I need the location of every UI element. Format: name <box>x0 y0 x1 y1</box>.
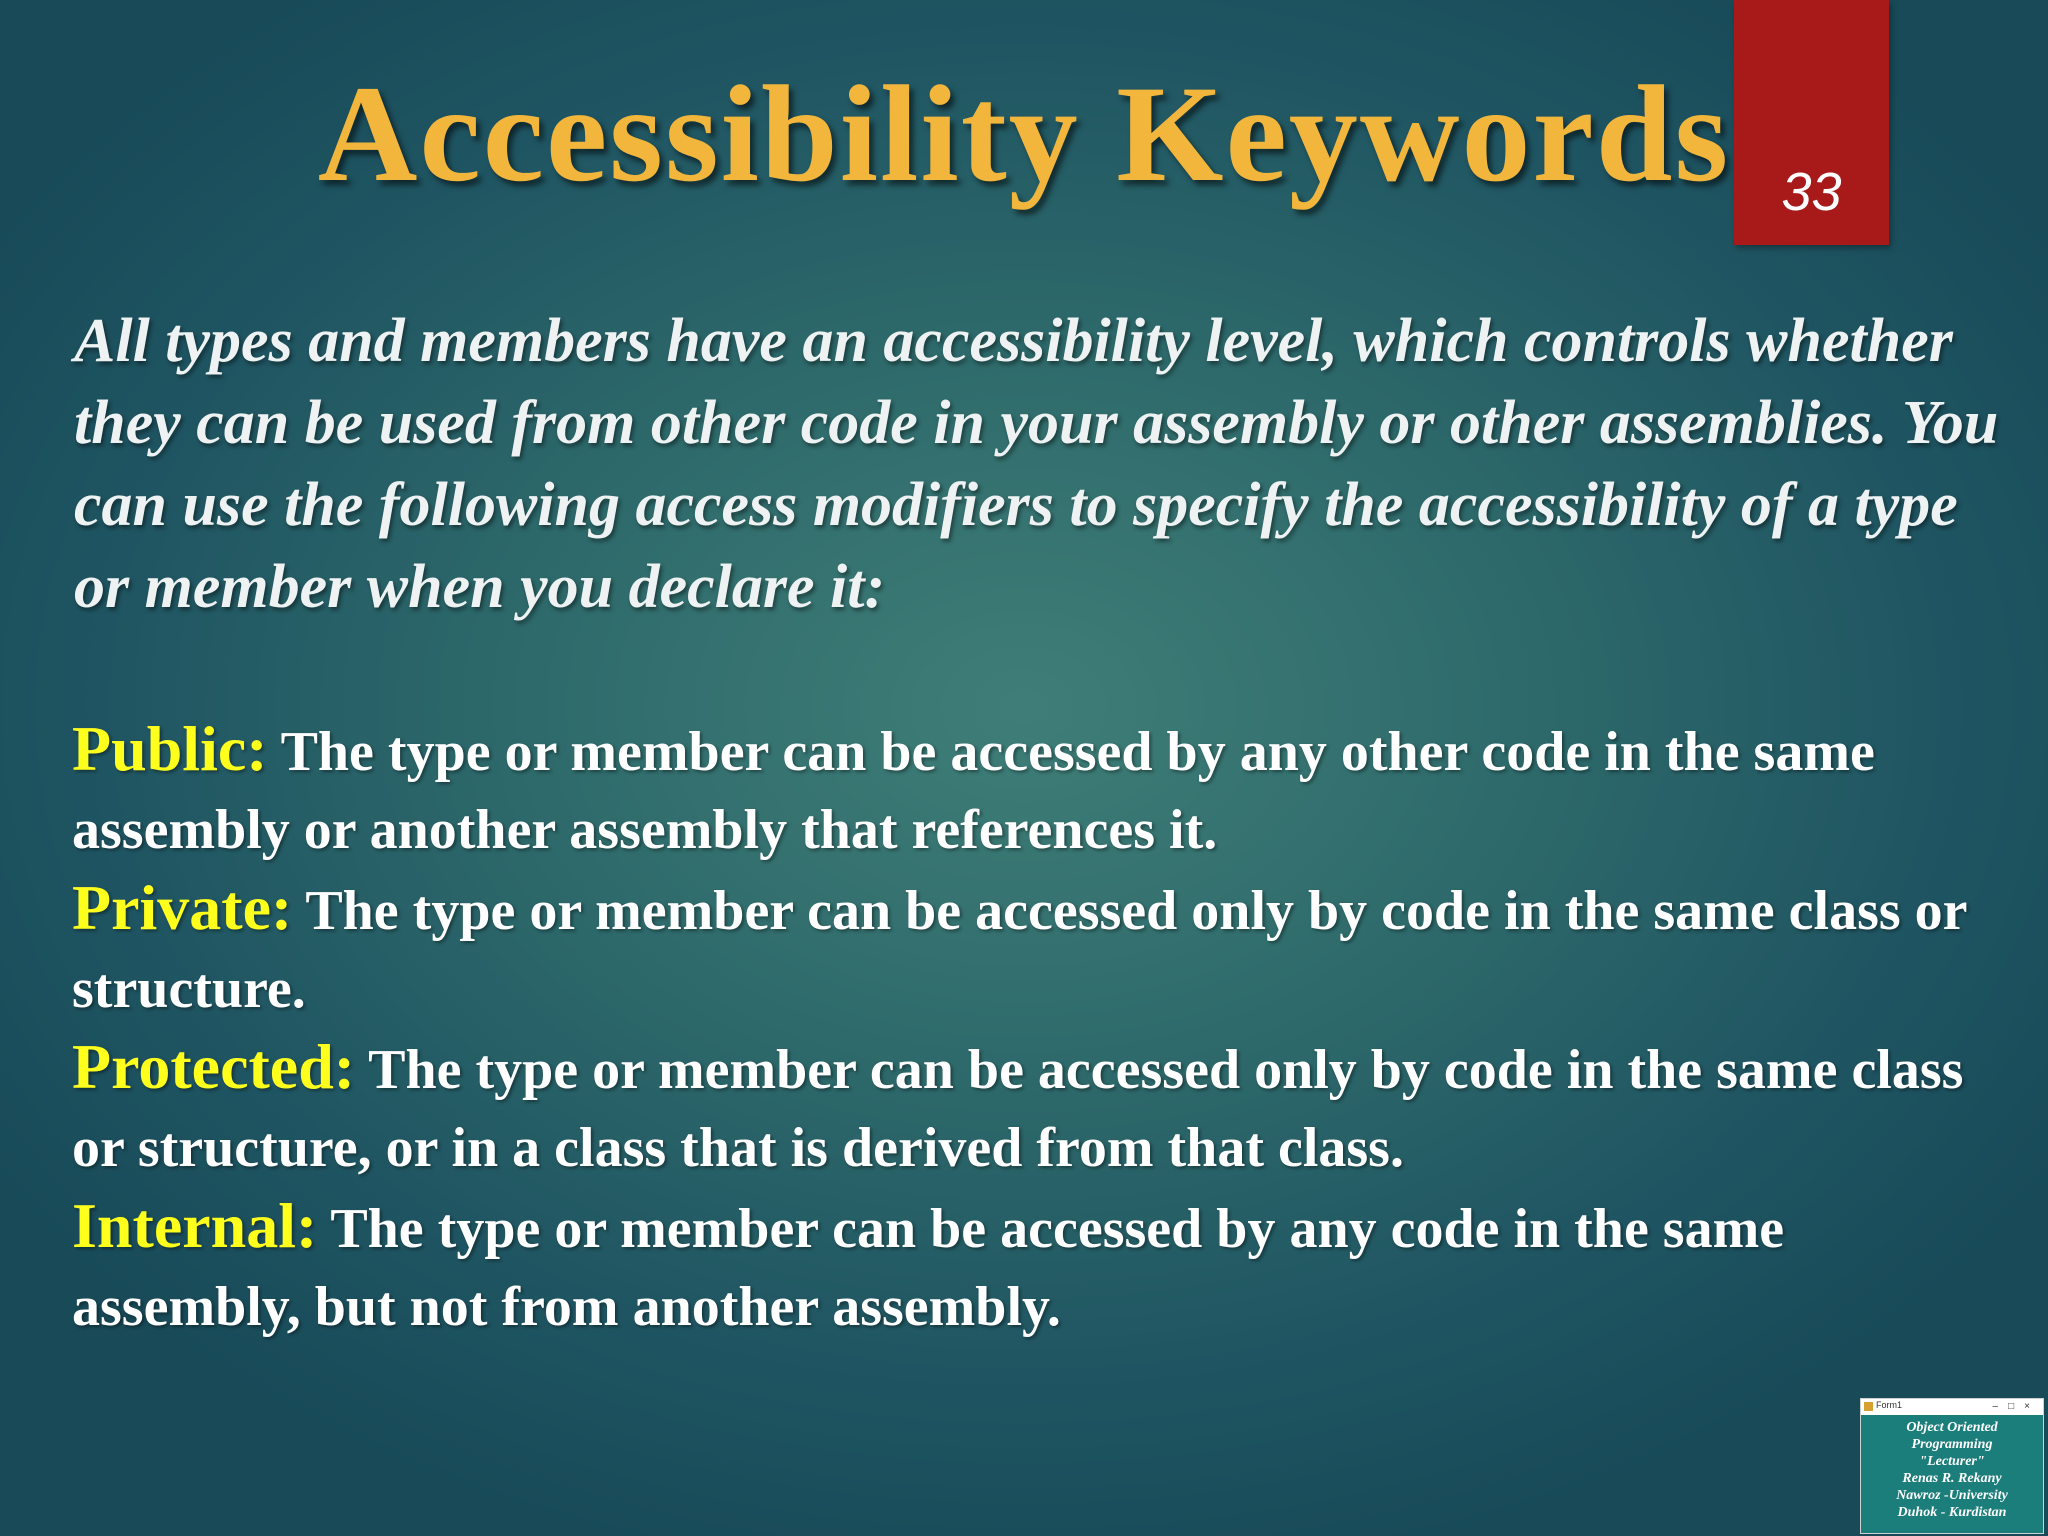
lecturer-badge <box>1860 1398 2044 1534</box>
modifier-term: Protected: <box>72 1031 356 1102</box>
badge-line: Duhok - Kurdistan <box>1897 1505 2007 1520</box>
badge-line: Renas R. Rekany <box>1902 1471 2002 1486</box>
modifier-description: The type or member can be accessed by any other code in the same assembly or another assembly that references it. <box>72 721 1875 861</box>
badge-text <box>1861 1415 2043 1521</box>
modifier-list <box>72 710 2022 1346</box>
badge-window-title: Form1 <box>1876 1400 1903 1410</box>
page-number-tab <box>1734 0 1889 245</box>
window-controls-icon: –□× <box>1992 1401 2040 1412</box>
page-number: 33 <box>1781 162 1842 222</box>
modifier-description: The type or member can be accessed by any code in the same assembly, but not from another assembly. <box>72 1198 1785 1338</box>
modifier-term: Private: <box>72 872 293 943</box>
modifier-internal <box>72 1187 2022 1346</box>
modifier-term: Public: <box>72 713 268 784</box>
intro-paragraph: All types and members have an accessibility level, which controls whether they can be used from other code in your assembly or other assemblies. You can use the following access modifiers to specify the accessibility of a type or member when you declare it: <box>74 307 1999 621</box>
badge-line: Programming <box>1911 1437 1993 1452</box>
modifier-protected <box>72 1028 2022 1187</box>
modifier-description: The type or member can be accessed only by code in the same class or structure. <box>72 880 1967 1020</box>
slide-title: Accessibility Keywords <box>317 57 1731 210</box>
form-icon <box>1864 1402 1873 1411</box>
modifier-description: The type or member can be accessed only by code in the same class or structure, or in a class that is derived from that class. <box>72 1039 1964 1179</box>
badge-line: "Lecturer" <box>1919 1454 1985 1469</box>
badge-line: Nawroz -University <box>1896 1488 2008 1503</box>
badge-line: Object Oriented <box>1906 1420 1998 1435</box>
modifier-public <box>72 710 2022 869</box>
modifier-private <box>72 869 2022 1028</box>
modifier-term: Internal: <box>72 1190 318 1261</box>
badge-titlebar <box>1861 1399 2043 1415</box>
